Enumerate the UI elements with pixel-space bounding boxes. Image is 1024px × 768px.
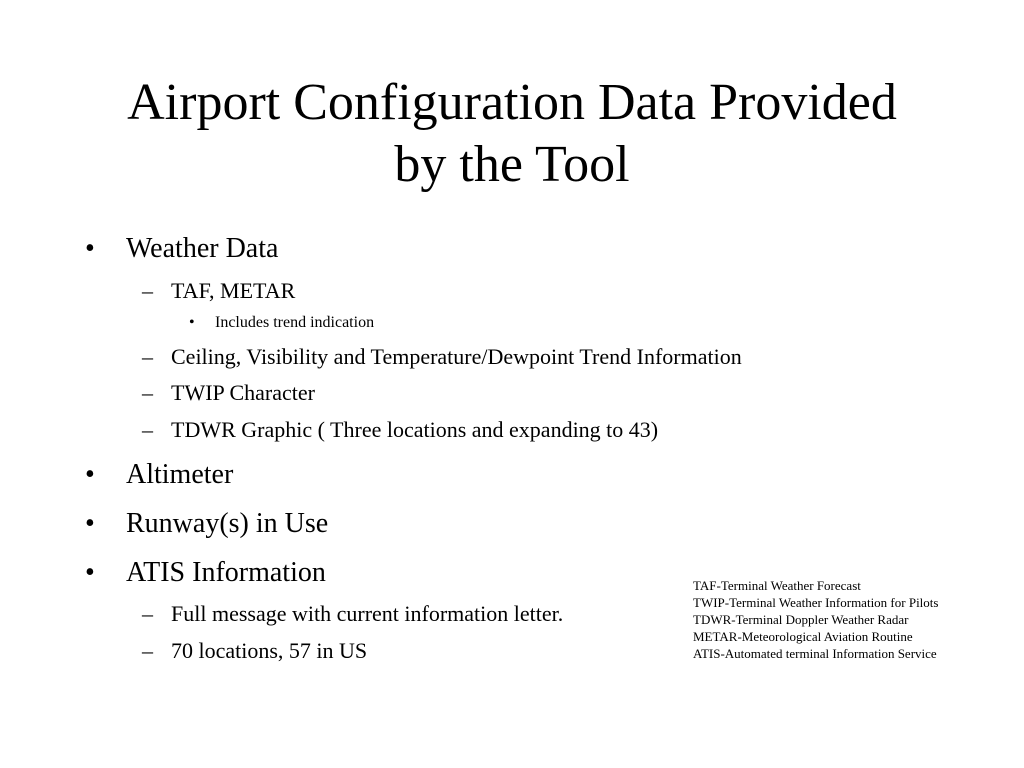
bullet-marker: –	[142, 638, 153, 663]
bullet-text: 70 locations, 57 in US	[171, 638, 368, 663]
bullet-text: Full message with current information letter.	[171, 601, 564, 626]
bullet-text: TAF, METAR	[171, 278, 296, 303]
bullet-text: Weather Data	[126, 233, 279, 264]
bullet-marker: •	[85, 459, 95, 490]
legend-item-tdwr: TDWR-Terminal Doppler Weather Radar	[693, 612, 909, 627]
bullet-text: Runway(s) in Use	[126, 508, 329, 539]
bullet-marker: –	[142, 380, 153, 405]
bullet-marker: •	[85, 557, 95, 588]
bullet-text: ATIS Information	[126, 557, 326, 588]
bullet-text: TDWR Graphic ( Three locations and expanding to 43)	[171, 417, 659, 442]
legend-item-twip: TWIP-Terminal Weather Information for Pilots	[693, 595, 939, 610]
slide-title-line-1: Airport Configuration Data Provided	[127, 74, 897, 131]
legend-item-atis: ATIS-Automated terminal Information Service	[693, 646, 937, 661]
acronym-legend	[693, 577, 938, 662]
bullet-marker: –	[142, 417, 153, 442]
bullet-marker: •	[85, 508, 95, 539]
bullet-marker: •	[189, 314, 195, 331]
bullet-text: Ceiling, Visibility and Temperature/Dewpoint Trend Information	[171, 344, 742, 369]
bullet-text: TWIP Character	[171, 380, 315, 405]
bullet-marker: –	[142, 601, 153, 626]
bullet-marker: •	[85, 233, 95, 264]
legend-item-taf: TAF-Terminal Weather Forecast	[693, 578, 861, 593]
legend-item-metar: METAR-Meteorological Aviation Routine	[693, 629, 913, 644]
slide-title-line-2: by the Tool	[394, 136, 630, 193]
bullet-marker: –	[142, 344, 153, 369]
bullet-marker: –	[142, 278, 153, 303]
bullet-text: Altimeter	[126, 459, 234, 490]
bullet-text: Includes trend indication	[215, 314, 375, 331]
